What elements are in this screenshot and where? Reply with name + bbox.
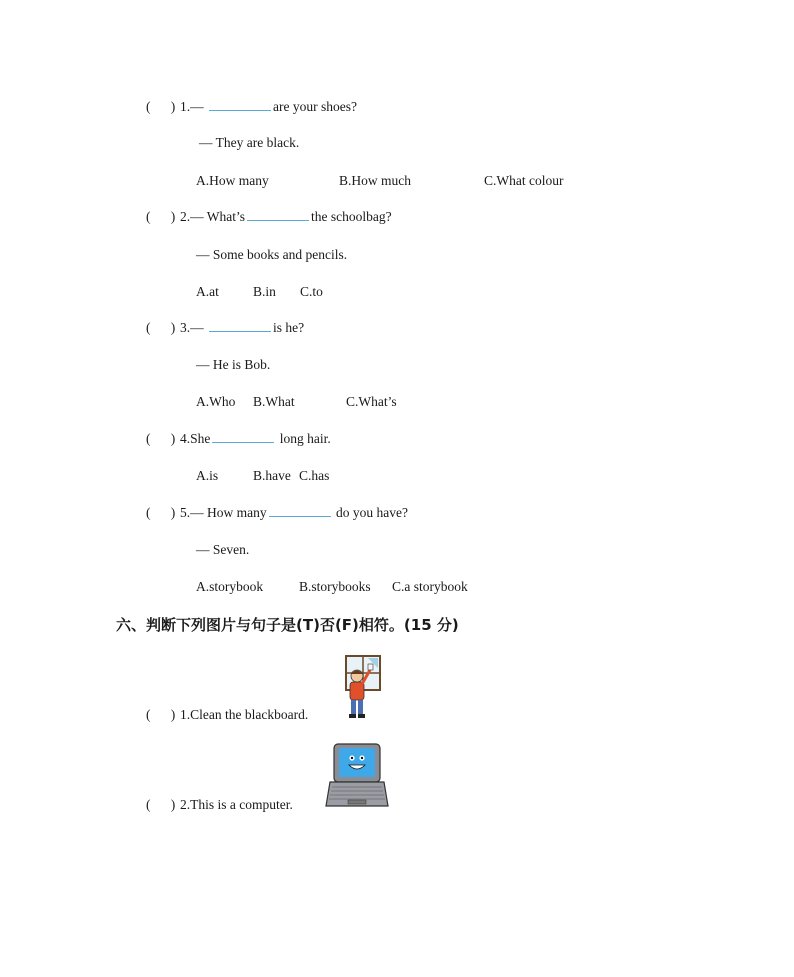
question-text: the schoolbag? — [311, 209, 392, 224]
option-c[interactable]: C.to — [300, 284, 323, 299]
question-3-stem — [146, 319, 304, 337]
option-a[interactable]: A.at — [196, 284, 219, 299]
answer-paren[interactable]: ( ) — [146, 797, 176, 812]
judgement-text: 1.Clean the blackboard. — [180, 707, 309, 722]
option-b[interactable]: B.How much — [339, 173, 411, 188]
question-4-stem — [146, 430, 331, 448]
question-1-answer: — They are black. — [199, 135, 300, 150]
question-text: long hair. — [279, 431, 331, 446]
boy-cleaning-window-picture — [340, 654, 384, 720]
option-a[interactable]: A.How many — [196, 173, 269, 188]
option-b[interactable]: B.in — [253, 284, 276, 299]
option-b[interactable]: B.storybooks — [299, 579, 371, 594]
question-3-answer: — He is Bob. — [196, 357, 271, 372]
option-b[interactable]: B.have — [253, 468, 291, 483]
laptop-computer-picture — [324, 742, 390, 812]
option-c[interactable]: C.What’s — [346, 394, 397, 409]
option-c[interactable]: C.What colour — [484, 173, 564, 188]
answer-blank[interactable] — [209, 319, 271, 332]
question-number: 2.— What’s — [180, 209, 245, 224]
section-6-heading: 六、判断下列图片与句子是(T)否(F)相符。(15 分) — [116, 616, 459, 634]
answer-paren[interactable]: ( ) — [146, 431, 176, 446]
judgement-text: 2.This is a computer. — [180, 797, 293, 812]
option-a[interactable]: A.Who — [196, 394, 236, 409]
option-a[interactable]: A.is — [196, 468, 219, 483]
question-1-stem — [146, 98, 357, 116]
question-number: 3.— — [180, 320, 207, 335]
question-number: 4.She — [180, 431, 211, 446]
question-5-answer: — Seven. — [196, 542, 250, 557]
option-c[interactable]: C.a storybook — [392, 579, 468, 594]
question-text: is he? — [273, 320, 305, 335]
question-2-stem — [146, 208, 392, 226]
option-b[interactable]: B.What — [253, 394, 295, 409]
question-text: are your shoes? — [273, 99, 357, 114]
answer-blank[interactable] — [247, 208, 309, 221]
question-number: 5.— How many — [180, 505, 267, 520]
question-text: do you have? — [336, 505, 408, 520]
answer-paren[interactable]: ( ) — [146, 505, 176, 520]
answer-paren[interactable]: ( ) — [146, 707, 176, 722]
answer-paren[interactable]: ( ) — [146, 209, 176, 224]
judgement-1 — [146, 706, 308, 724]
answer-blank[interactable] — [212, 430, 274, 443]
judgement-2 — [146, 796, 293, 814]
question-5-stem — [146, 504, 408, 522]
question-2-answer: — Some books and pencils. — [196, 247, 348, 262]
option-a[interactable]: A.storybook — [196, 579, 264, 594]
option-c[interactable]: C.has — [299, 468, 330, 483]
answer-paren[interactable]: ( ) — [146, 320, 176, 335]
answer-blank[interactable] — [269, 504, 331, 517]
answer-paren[interactable]: ( ) — [146, 99, 176, 114]
question-number: 1.— — [180, 99, 207, 114]
answer-blank[interactable] — [209, 98, 271, 111]
